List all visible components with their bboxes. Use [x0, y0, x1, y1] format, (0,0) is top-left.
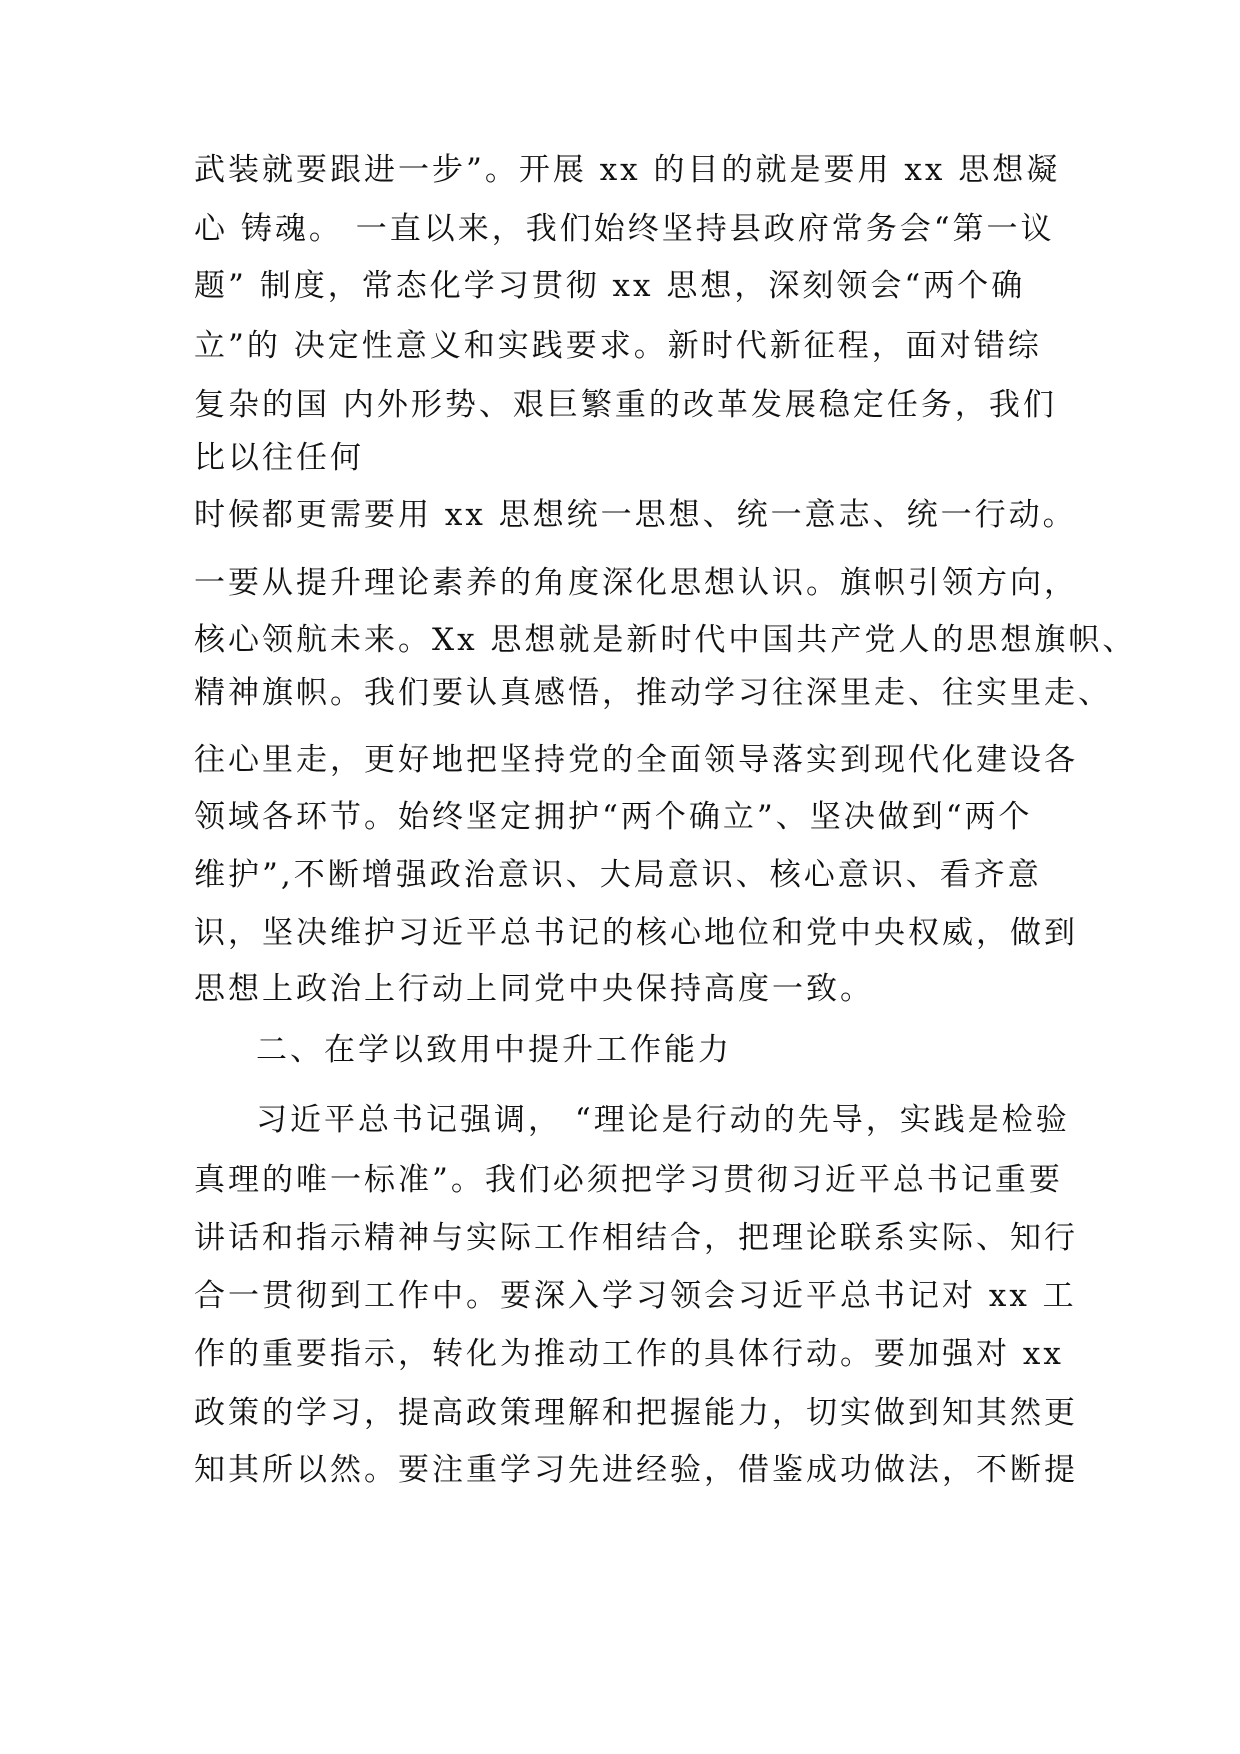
body-text-line: 立”的 决定性意义和实践要求。新时代新征程，面对错综	[194, 328, 1042, 364]
body-text-line: 精神旗帜。我们要认真感悟，推动学习往深里走、往实里走、	[194, 675, 1112, 711]
body-text-line: 真理的唯一标准”。我们必须把学习贯彻习近平总书记重要	[194, 1162, 1063, 1198]
body-text-line: 时候都更需要用 xx 思想统一思想、统一意志、统一行动。	[194, 497, 1077, 533]
body-text-line: 思想上政治上行动上同党中央保持高度一致。	[194, 971, 874, 1007]
body-text-line: 领域各环节。始终坚定拥护“两个确立”、坚决做到“两个	[194, 799, 1033, 835]
body-text-line: 复杂的国 内外形势、艰巨繁重的改革发展稳定任务，我们	[194, 387, 1057, 423]
body-text-line: 讲话和指示精神与实际工作相结合，把理论联系实际、知行	[194, 1220, 1078, 1256]
body-text-line: 题” 制度，常态化学习贯彻 xx 思想，深刻领会“两个确	[194, 268, 1026, 304]
body-text-line: 政策的学习，提高政策理解和把握能力，切实做到知其然更	[194, 1395, 1078, 1431]
body-text-line: 比以往任何	[194, 440, 364, 476]
body-text-line: 维护”,不断增强政治意识、大局意识、核心意识、看齐意	[194, 857, 1042, 893]
body-text-line: 识，坚决维护习近平总书记的核心地位和党中央权威，做到	[194, 915, 1078, 951]
body-text-line: 习近平总书记强调， “理论是行动的先导，实践是检验	[256, 1102, 1070, 1138]
body-text-line: 往心里走，更好地把坚持党的全面领导落实到现代化建设各	[194, 742, 1078, 778]
body-text-line: 一要从提升理论素养的角度深化思想认识。旗帜引领方向，	[194, 565, 1078, 601]
body-text-line: 作的重要指示，转化为推动工作的具体行动。要加强对 xx	[194, 1336, 1064, 1372]
body-text-line: 知其所以然。要注重学习先进经验，借鉴成功做法，不断提	[194, 1452, 1078, 1488]
body-text-line: 合一贯彻到工作中。要深入学习领会习近平总书记对 xx 工	[194, 1278, 1077, 1314]
body-text-line: 武装就要跟进一步”。开展 xx 的目的就是要用 xx 思想凝	[194, 152, 1061, 188]
body-text-line: 核心领航未来。Xx 思想就是新时代中国共产党人的思想旗帜、	[194, 622, 1137, 658]
section-heading: 二、在学以致用中提升工作能力	[256, 1032, 732, 1068]
body-text-line: 心 铸魂。 一直以来，我们始终坚持县政府常务会“第一议	[194, 211, 1055, 247]
